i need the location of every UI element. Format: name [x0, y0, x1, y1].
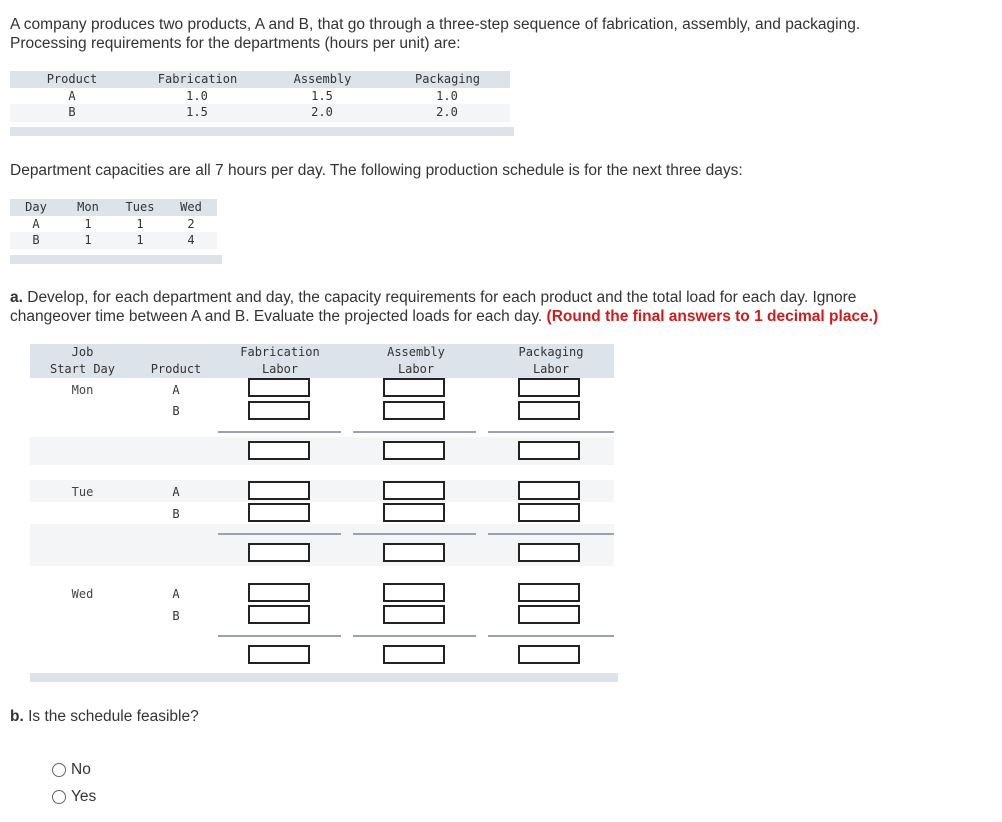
- sum-rule: [488, 431, 614, 433]
- wed-a-assembly-input[interactable]: [383, 583, 445, 602]
- sum-rule: [353, 533, 476, 535]
- processing-cell: A: [68, 89, 76, 103]
- schedule-cell: A: [32, 217, 40, 231]
- part-b-label: b.: [10, 708, 24, 725]
- wed-b-packaging-input[interactable]: [518, 605, 580, 624]
- mon-a-fabrication-input[interactable]: [248, 378, 310, 397]
- header-job: Job: [71, 345, 94, 359]
- capacity-text: Department capacities are all 7 hours per day. The following production schedule is for the next three days:: [10, 162, 743, 179]
- schedule-cell: 1: [136, 217, 144, 231]
- tue-a-fabrication-input[interactable]: [248, 481, 310, 500]
- header-packaging: Packaging: [518, 345, 584, 359]
- schedule-header-day: Day: [25, 200, 47, 214]
- tue-a-packaging-input[interactable]: [518, 481, 580, 500]
- sum-rule: [353, 431, 476, 433]
- processing-cell: 1.5: [186, 105, 208, 119]
- part-b-text: Is the schedule feasible?: [23, 708, 199, 725]
- option-no[interactable]: [52, 761, 152, 781]
- header-assembly-labor: Labor: [397, 362, 435, 376]
- mon-total-fabrication-input[interactable]: [248, 441, 310, 460]
- schedule-header-wed: Wed: [180, 200, 202, 214]
- tue-b-assembly-input[interactable]: [383, 503, 445, 522]
- header-packaging-labor: Labor: [532, 362, 570, 376]
- mon-b-fabrication-input[interactable]: [248, 401, 310, 420]
- product-label: A: [172, 587, 180, 601]
- part-a-label: a.: [10, 289, 23, 306]
- mon-total-packaging-input[interactable]: [518, 441, 580, 460]
- option-yes-label: Yes: [71, 788, 97, 805]
- part-a-line-2: [10, 307, 878, 326]
- processing-header-assembly: Assembly: [293, 72, 352, 86]
- tue-b-fabrication-input[interactable]: [248, 503, 310, 522]
- answer-footer-bar: [30, 673, 618, 682]
- sum-rule: [488, 635, 614, 637]
- schedule-cell: 1: [84, 233, 92, 247]
- product-label: B: [172, 404, 180, 418]
- wed-b-assembly-input[interactable]: [383, 605, 445, 624]
- tue-total-packaging-input[interactable]: [518, 543, 580, 562]
- schedule-cell: 1: [136, 233, 144, 247]
- part-a-line-1: [10, 288, 856, 307]
- processing-cell: 1.0: [436, 89, 458, 103]
- wed-b-fabrication-input[interactable]: [248, 605, 310, 624]
- tue-total-assembly-input[interactable]: [383, 543, 445, 562]
- sum-rule: [218, 431, 341, 433]
- header-fabrication-labor: Labor: [261, 362, 299, 376]
- mon-b-assembly-input[interactable]: [383, 401, 445, 420]
- mon-b-packaging-input[interactable]: [518, 401, 580, 420]
- processing-header-fabrication: Fabrication: [157, 72, 238, 86]
- part-a-text-2: changeover time between A and B. Evaluate the projected loads for each day.: [10, 308, 543, 325]
- processing-cell: 2.0: [436, 105, 458, 119]
- wed-total-packaging-input[interactable]: [518, 645, 580, 664]
- schedule-header-tues: Tues: [125, 200, 155, 214]
- schedule-cell: 2: [187, 217, 195, 231]
- mon-a-packaging-input[interactable]: [518, 378, 580, 397]
- processing-header-product: Product: [46, 72, 98, 86]
- sum-rule: [353, 635, 476, 637]
- header-assembly: Assembly: [387, 345, 445, 359]
- tue-total-fabrication-input[interactable]: [248, 543, 310, 562]
- option-yes[interactable]: [52, 788, 152, 808]
- wed-total-assembly-input[interactable]: [383, 645, 445, 664]
- processing-cell: 2.0: [311, 105, 333, 119]
- processing-cell: 1.0: [186, 89, 208, 103]
- wed-total-fabrication-input[interactable]: [248, 645, 310, 664]
- schedule-cell: 1: [84, 217, 92, 231]
- part-b-question: [10, 707, 199, 726]
- schedule-header-mon: Mon: [77, 200, 99, 214]
- wed-a-packaging-input[interactable]: [518, 583, 580, 602]
- header-product: Product: [150, 362, 202, 376]
- radio-no[interactable]: [52, 763, 66, 777]
- tue-a-assembly-input[interactable]: [383, 481, 445, 500]
- day-label-wed: Wed: [71, 587, 94, 601]
- mon-total-assembly-input[interactable]: [383, 441, 445, 460]
- schedule-footer-bar: [10, 255, 222, 264]
- processing-cell: B: [68, 105, 76, 119]
- product-label: A: [172, 383, 180, 397]
- day-label-tue: Tue: [71, 485, 94, 499]
- option-no-label: No: [71, 761, 91, 778]
- schedule-cell: B: [32, 233, 40, 247]
- mon-a-assembly-input[interactable]: [383, 378, 445, 397]
- rounding-instruction: (Round the final answers to 1 decimal place.): [546, 308, 879, 325]
- product-label: B: [172, 507, 180, 521]
- header-fabrication: Fabrication: [240, 345, 320, 359]
- header-start-day: Start Day: [49, 362, 116, 376]
- processing-cell: 1.5: [311, 89, 333, 103]
- product-label: B: [172, 609, 180, 623]
- product-label: A: [172, 485, 180, 499]
- tue-b-packaging-input[interactable]: [518, 503, 580, 522]
- sum-rule: [218, 533, 341, 535]
- radio-yes[interactable]: [52, 790, 66, 804]
- intro-line-1: A company produces two products, A and B, that go through a three-step sequence of fabrication, assembly, and packaging.: [10, 16, 861, 33]
- processing-footer-bar: [10, 127, 514, 136]
- processing-header-packaging: Packaging: [414, 72, 481, 86]
- wed-a-fabrication-input[interactable]: [248, 583, 310, 602]
- schedule-cell: 4: [187, 233, 195, 247]
- sum-rule: [218, 635, 341, 637]
- sum-rule: [488, 533, 614, 535]
- part-a-text-1: Develop, for each department and day, the capacity requirements for each product and the total load for each day. Ignore: [22, 289, 857, 306]
- day-label-mon: Mon: [71, 383, 94, 397]
- intro-line-2: Processing requirements for the departments (hours per unit) are:: [10, 35, 461, 52]
